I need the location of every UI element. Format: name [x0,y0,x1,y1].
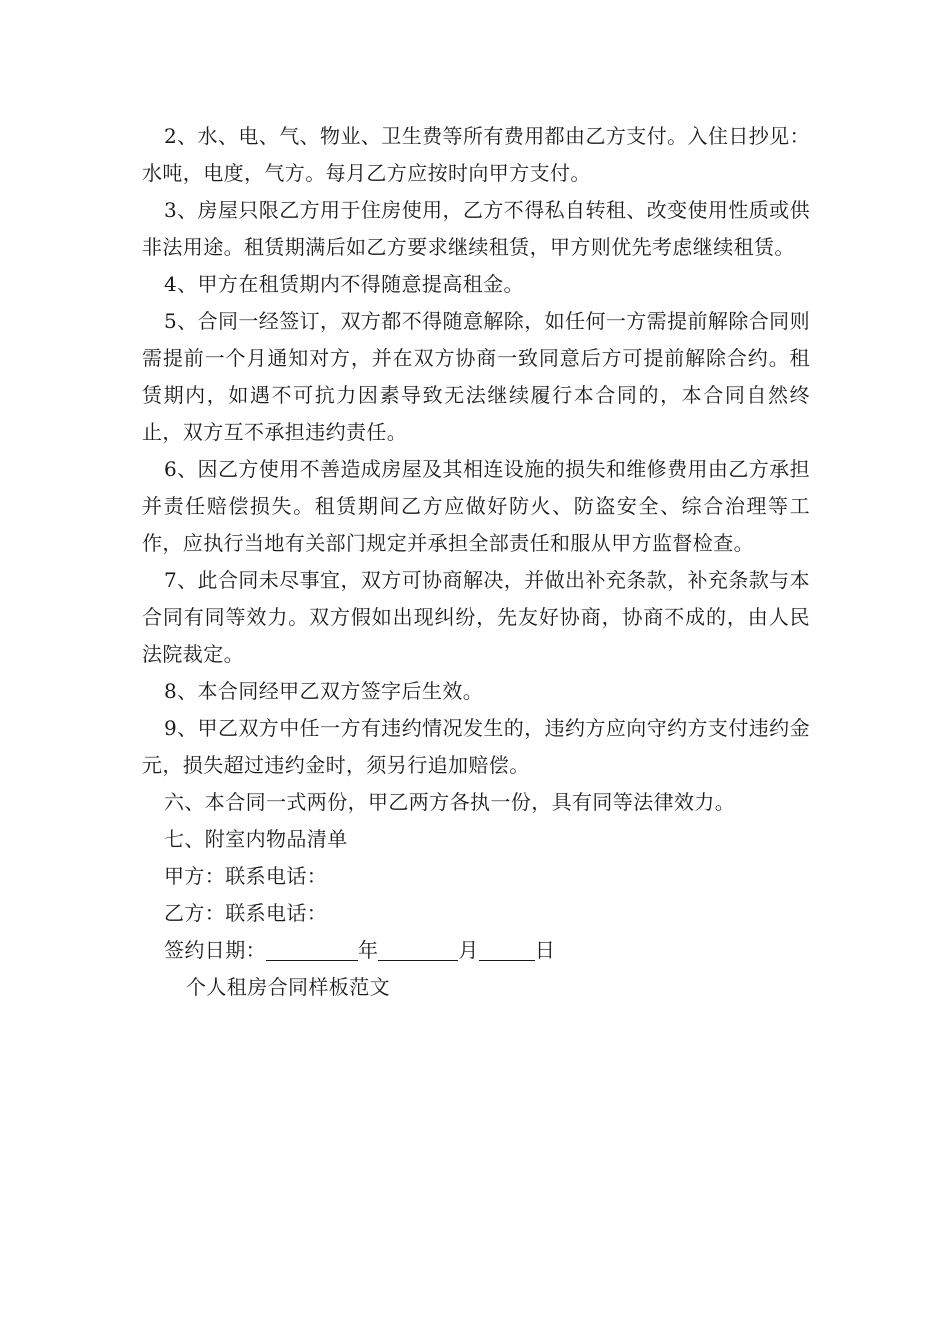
party-b-line: 乙方：联系电话： [164,901,328,925]
day-label: 日 [534,938,556,962]
clause-8: 8、本合同经甲乙双方签字后生效。 [164,679,484,703]
clause-7: 7、此合同未尽事宜，双方可协商解决，并做出补充条款，补充条款与本合同有同等效力。双方假如出现纠纷，先友好协商，协商不成的，由人民法院裁定。 [142,568,810,666]
signing-date-label: 签约日期： [164,938,266,962]
month-blank [378,938,458,961]
signing-date-line [142,932,810,969]
footer-title: 个人租房合同样板范文 [186,975,390,999]
party-a-line: 甲方：联系电话： [164,864,328,888]
section-seven: 七、附室内物品清单 [164,827,348,851]
clause-9: 9、甲乙双方中任一方有违约情况发生的，违约方应向守约方支付违约金元，损失超过违约金时，须另行追加赔偿。 [142,716,810,777]
section-six: 六、本合同一式两份，甲乙两方各执一份，具有同等法律效力。 [164,790,736,814]
month-label: 月 [458,938,479,962]
clause-2: 2、水、电、气、物业、卫生费等所有费用都由乙方支付。入住日抄见：水吨，电度，气方。每月乙方应按时向甲方支付。 [142,124,810,185]
clause-3: 3、房屋只限乙方用于住房使用，乙方不得私自转租、改变使用性质或供非法用途。租赁期满后如乙方要求继续租赁，甲方则优先考虑继续租赁。 [142,198,810,259]
day-blank [479,938,535,961]
clause-5: 5、合同一经签订，双方都不得随意解除，如任何一方需提前解除合同则需提前一个月通知对方，并在双方协商一致同意后方可提前解除合约。租赁期内，如遇不可抗力因素导致无法继续履行本合同的，本合同自然终止，双方互不承担违约责任。 [142,309,810,444]
year-blank [266,938,358,961]
year-label: 年 [358,938,379,962]
clause-6: 6、因乙方使用不善造成房屋及其相连设施的损失和维修费用由乙方承担并责任赔偿损失。租赁期间乙方应做好防火、防盗安全、综合治理等工作，应执行当地有关部门规定并承担全部责任和服从甲方监督检查。 [142,457,810,555]
clause-4: 4、甲方在租赁期内不得随意提高租金。 [164,272,524,296]
document-page [142,118,810,1006]
